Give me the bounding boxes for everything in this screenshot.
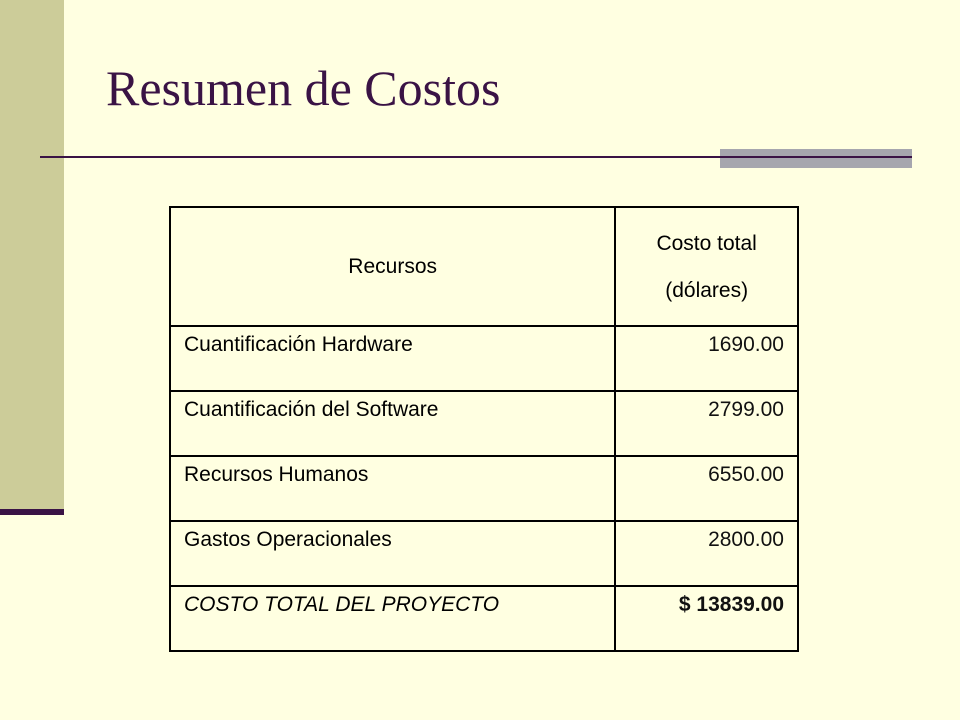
resource-cost: 2800.00 (615, 521, 798, 586)
header-total-cost (615, 207, 798, 326)
resource-name: Gastos Operacionales (170, 521, 615, 586)
table-row (170, 456, 798, 521)
total-label: COSTO TOTAL DEL PROYECTO (170, 586, 615, 651)
slide-title: Resumen de Costos (106, 60, 501, 116)
sidebar-accent-line (0, 509, 64, 515)
resource-cost: 6550.00 (615, 456, 798, 521)
resource-name: Cuantificación Hardware (170, 326, 615, 391)
header-currency-label: (dólares) (665, 278, 749, 302)
resource-name: Recursos Humanos (170, 456, 615, 521)
title-divider-accent (720, 149, 912, 168)
header-resources: Recursos (170, 207, 615, 326)
table-total-row (170, 586, 798, 651)
table-row (170, 391, 798, 456)
resource-cost: 1690.00 (615, 326, 798, 391)
table-row (170, 326, 798, 391)
resource-cost: 2799.00 (615, 391, 798, 456)
title-divider (40, 156, 720, 158)
table-header-row (170, 207, 798, 326)
resource-name: Cuantificación del Software (170, 391, 615, 456)
cost-summary-table (169, 206, 799, 652)
header-total-cost-label: Costo total (656, 231, 757, 255)
total-value: $ 13839.00 (615, 586, 798, 651)
table-row (170, 521, 798, 586)
sidebar-decoration (0, 0, 64, 510)
